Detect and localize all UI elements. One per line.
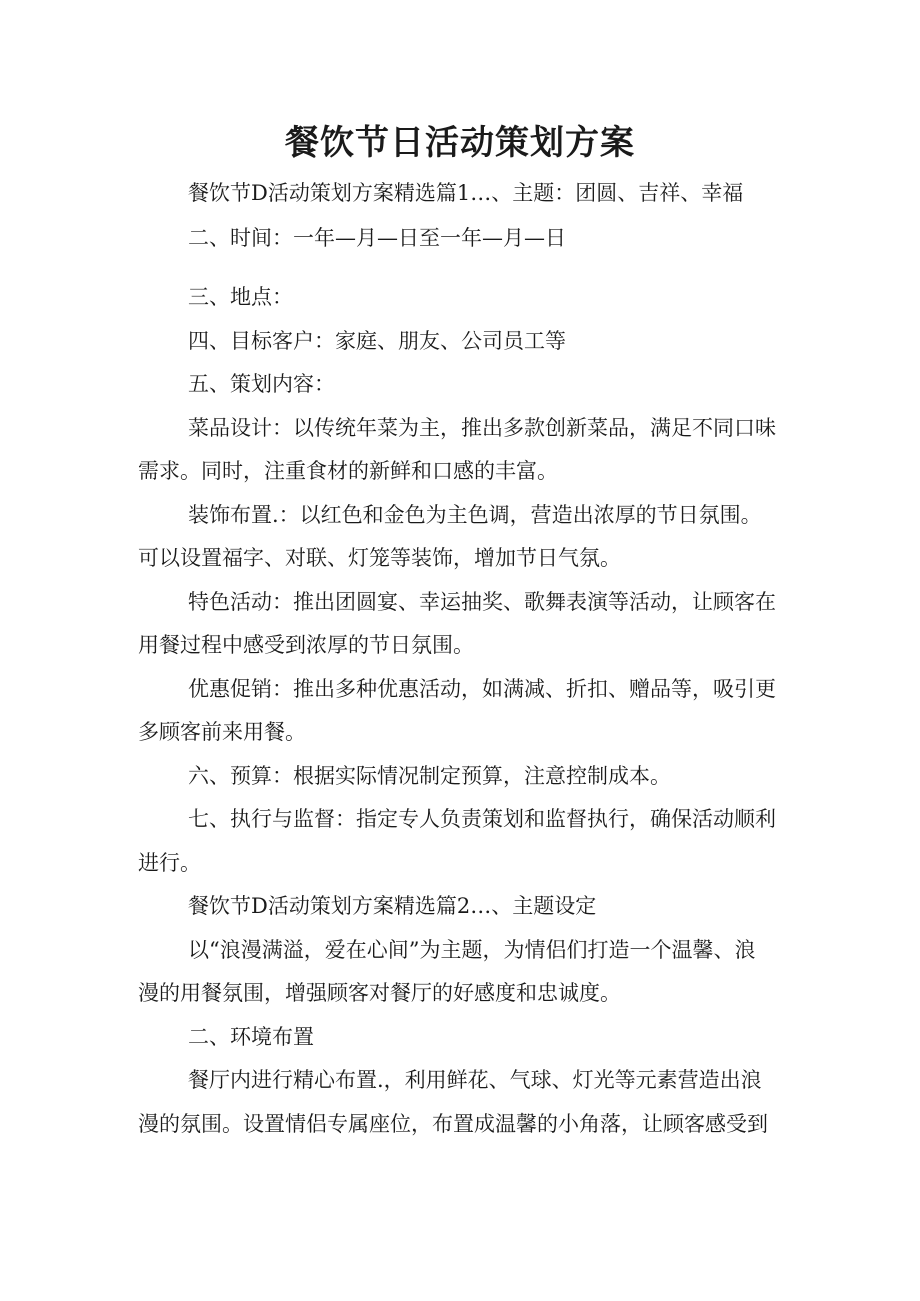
text-line-plan2-theme-desc: 以“浪漫满溢，爱在心间”为主题，为情侣们打造一个温馨、浪 bbox=[188, 938, 756, 962]
text-line-plan2-theme: 餐饮节D活动策划方案精选篇2…、主题设定 bbox=[188, 894, 597, 918]
text-line-time: 二、时间：一年—月—日至一年—月—日 bbox=[188, 226, 566, 250]
text-line-decoration: 装饰布置.：以红色和金色为主色调，营造出浓厚的节日氛围。 bbox=[188, 503, 762, 527]
text-line-special-events-cont: 用餐过程中感受到浓厚的节日氛围。 bbox=[138, 633, 474, 657]
text-line-dish-design: 菜品设计：以传统年菜为主，推出多款创新菜品，满足不同口味 bbox=[188, 416, 776, 440]
text-line-special-events: 特色活动：推出团圆宴、幸运抽奖、歌舞表演等活动，让顾客在 bbox=[188, 590, 776, 614]
text-line-execution: 七、执行与监督：指定专人负责策划和监督执行，确保活动顺利 bbox=[188, 807, 776, 831]
text-line-target-customers: 四、目标客户：家庭、朋友、公司员工等 bbox=[188, 329, 566, 353]
text-line-promotion-cont: 多顾客前来用餐。 bbox=[138, 720, 306, 744]
document-title: 餐饮节日活动策划方案 bbox=[285, 123, 635, 163]
text-line-promotion: 优惠促销：推出多种优惠活动，如满减、折扣、赠品等，吸引更 bbox=[188, 677, 776, 701]
text-line-environment-desc-cont: 漫的氛围。设置情侣专属座位，布置成温馨的小角落，让顾客感受到 bbox=[138, 1112, 768, 1136]
text-line-plan2-theme-desc-cont: 漫的用餐氛围，增强顾客对餐厅的好感度和忠诚度。 bbox=[138, 981, 621, 1005]
text-line-dish-design-cont: 需求。同时，注重食材的新鲜和口感的丰富。 bbox=[138, 459, 558, 483]
text-line-budget: 六、预算：根据实际情况制定预算，注意控制成本。 bbox=[188, 764, 671, 788]
text-line-environment: 二、环境布置 bbox=[188, 1025, 314, 1049]
text-line-location: 三、地点： bbox=[188, 285, 293, 309]
text-line-decoration-cont: 可以设置福字、对联、灯笼等装饰，增加节日气氛。 bbox=[138, 546, 621, 570]
text-line-execution-cont: 进行。 bbox=[138, 851, 201, 875]
text-line-plan-content: 五、策划内容： bbox=[188, 372, 335, 396]
text-line-environment-desc: 餐厅内进行精心布置.，利用鲜花、气球、灯光等元素营造出浪 bbox=[188, 1068, 762, 1092]
text-line-plan1-theme: 餐饮节D活动策划方案精选篇1…、主题：团圆、吉祥、幸福 bbox=[188, 181, 744, 205]
